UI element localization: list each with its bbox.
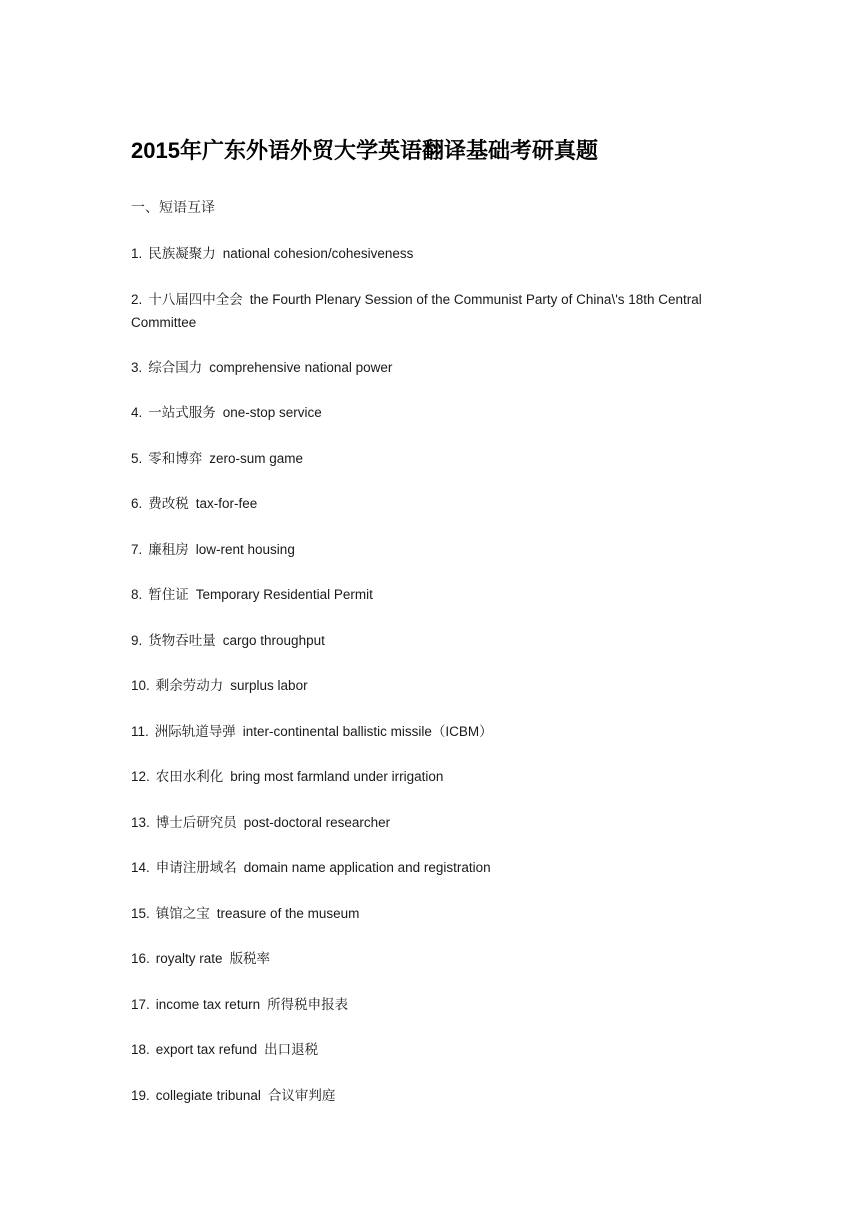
item-number: 17.: [131, 996, 150, 1012]
item-translation: domain name application and registration: [243, 860, 491, 875]
item-translation: surplus labor: [230, 678, 308, 693]
item-source-phrase: 民族凝聚力: [148, 246, 216, 261]
item-translation: low-rent housing: [195, 541, 295, 557]
item-translation: inter-continental ballistic missile（ICBM）: [242, 723, 493, 739]
item-number: 11.: [131, 723, 149, 739]
item-source-phrase: 零和博弈: [148, 450, 203, 466]
item-translation: cargo throughput: [222, 632, 325, 648]
item-number: 8.: [131, 587, 143, 602]
item-number: 9.: [131, 632, 143, 648]
item-source-phrase: export tax refund: [155, 1042, 258, 1057]
item-number: 2.: [131, 291, 143, 307]
list-item: [131, 765, 741, 788]
item-number: 13.: [131, 814, 150, 830]
item-source-phrase: 一站式服务: [148, 405, 216, 420]
item-translation: Temporary Residential Permit: [195, 587, 373, 602]
item-source-phrase: 综合国力: [148, 359, 203, 375]
item-translation: one-stop service: [222, 405, 322, 420]
item-source-phrase: income tax return: [155, 996, 261, 1012]
list-item: [131, 720, 741, 743]
item-number: 15.: [131, 905, 150, 921]
item-translation: 版税率: [229, 951, 271, 966]
list-item: [131, 583, 741, 606]
list-item: [131, 242, 741, 265]
item-source-phrase: 十八届四中全会: [148, 291, 243, 307]
item-translation: 出口退税: [264, 1042, 319, 1057]
item-translation: comprehensive national power: [209, 359, 393, 375]
item-number: 4.: [131, 405, 143, 420]
item-source-phrase: 镇馆之宝: [155, 905, 210, 921]
list-item: [131, 356, 741, 379]
item-translation: 所得税申报表: [267, 996, 349, 1012]
item-source-phrase: 剩余劳动力: [155, 678, 224, 693]
list-item: [131, 947, 741, 970]
item-number: 18.: [131, 1042, 150, 1057]
list-item: [131, 288, 741, 334]
item-number: 12.: [131, 769, 150, 784]
item-source-phrase: 廉租房: [148, 541, 189, 557]
item-source-phrase: royalty rate: [155, 951, 223, 966]
item-translation: tax-for-fee: [195, 496, 258, 511]
item-number: 6.: [131, 496, 143, 511]
list-item: [131, 1038, 741, 1061]
list-item: [131, 856, 741, 879]
section-heading: 一、短语互译: [131, 199, 215, 215]
item-translation: treasure of the museum: [216, 905, 360, 921]
item-translation: the Fourth Plenary Session of the Communist Party of China\'s 18th Central Committee: [131, 291, 702, 330]
item-translation: post-doctoral researcher: [243, 814, 391, 830]
list-item: [131, 447, 741, 470]
item-number: 5.: [131, 450, 143, 466]
item-source-phrase: 货物吞吐量: [148, 632, 216, 648]
item-source-phrase: 申请注册域名: [155, 860, 237, 875]
item-source-phrase: 费改税: [148, 496, 189, 511]
item-number: 1.: [131, 246, 143, 261]
item-source-phrase: 农田水利化: [155, 769, 224, 784]
page-title: 2015年广东外语外贸大学英语翻译基础考研真题: [131, 138, 598, 163]
item-number: 19.: [131, 1087, 150, 1103]
phrase-list: [131, 242, 741, 1129]
list-item: [131, 811, 741, 834]
item-number: 14.: [131, 860, 150, 875]
list-item: [131, 538, 741, 561]
item-translation: 合议审判庭: [267, 1087, 336, 1103]
list-item: [131, 1084, 741, 1107]
item-source-phrase: 博士后研究员: [155, 814, 237, 830]
item-translation: zero-sum game: [209, 450, 304, 466]
item-source-phrase: 暂住证: [148, 587, 189, 602]
item-number: 16.: [131, 951, 150, 966]
list-item: [131, 993, 741, 1016]
item-source-phrase: 洲际轨道导弹: [154, 723, 236, 739]
list-item: [131, 674, 741, 697]
list-item: [131, 902, 741, 925]
item-translation: bring most farmland under irrigation: [230, 769, 444, 784]
item-number: 7.: [131, 541, 143, 557]
list-item: [131, 492, 741, 515]
item-number: 10.: [131, 678, 150, 693]
item-translation: national cohesion/cohesiveness: [222, 246, 414, 261]
item-source-phrase: collegiate tribunal: [155, 1087, 261, 1103]
item-number: 3.: [131, 359, 143, 375]
list-item: [131, 629, 741, 652]
list-item: [131, 401, 741, 424]
